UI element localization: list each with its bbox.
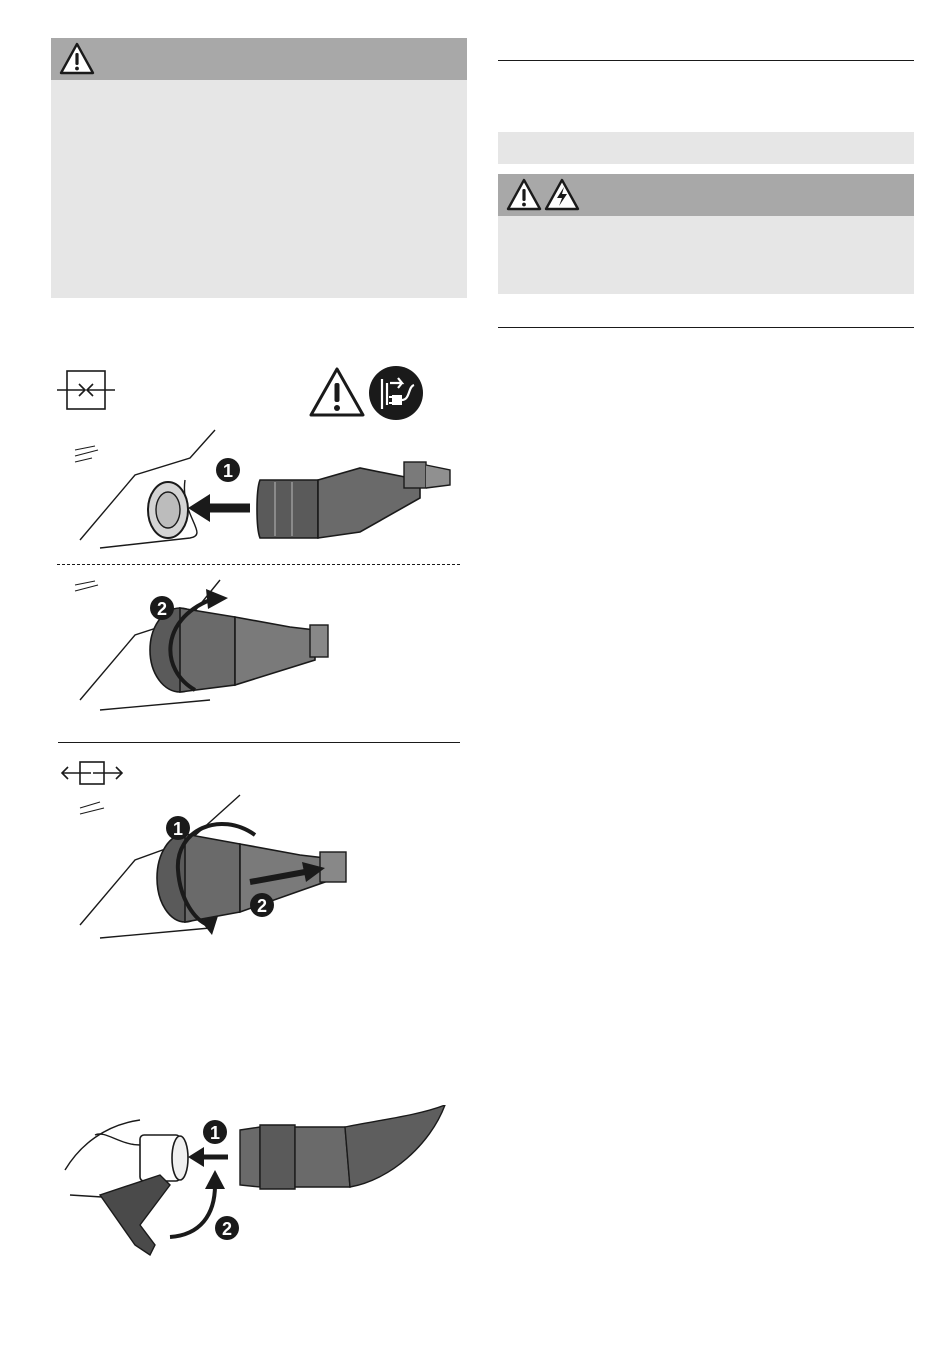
section-rule	[498, 327, 914, 328]
section-rule	[498, 60, 914, 61]
dashed-separator	[57, 564, 460, 565]
step-label-2: 2	[256, 896, 268, 916]
connect-arrows-icon	[55, 368, 117, 412]
step-label-2: 2	[221, 1219, 233, 1239]
warning-box-body	[51, 80, 467, 298]
electric-warning-box-body	[498, 216, 914, 294]
disconnect-illustration	[60, 790, 455, 950]
warning-triangle-icon	[506, 178, 542, 212]
warning-triangle-icon	[308, 366, 366, 418]
connect-step2-illustration	[60, 575, 455, 715]
accessory-illustration	[60, 1105, 455, 1265]
step-label-1: 1	[222, 461, 234, 481]
warning-triangle-icon	[59, 42, 95, 76]
note-box	[498, 132, 914, 164]
unplug-mains-icon	[368, 365, 424, 421]
step-label-1: 1	[209, 1123, 221, 1143]
electric-warning-box-header	[498, 174, 914, 216]
disconnect-arrows-icon	[60, 758, 124, 788]
step-label-2: 2	[156, 599, 168, 619]
electric-shock-icon	[544, 178, 580, 212]
warning-box-header	[51, 38, 467, 80]
connect-step1-illustration	[60, 420, 455, 555]
section-rule	[58, 742, 460, 743]
step-label-1: 1	[172, 819, 184, 839]
